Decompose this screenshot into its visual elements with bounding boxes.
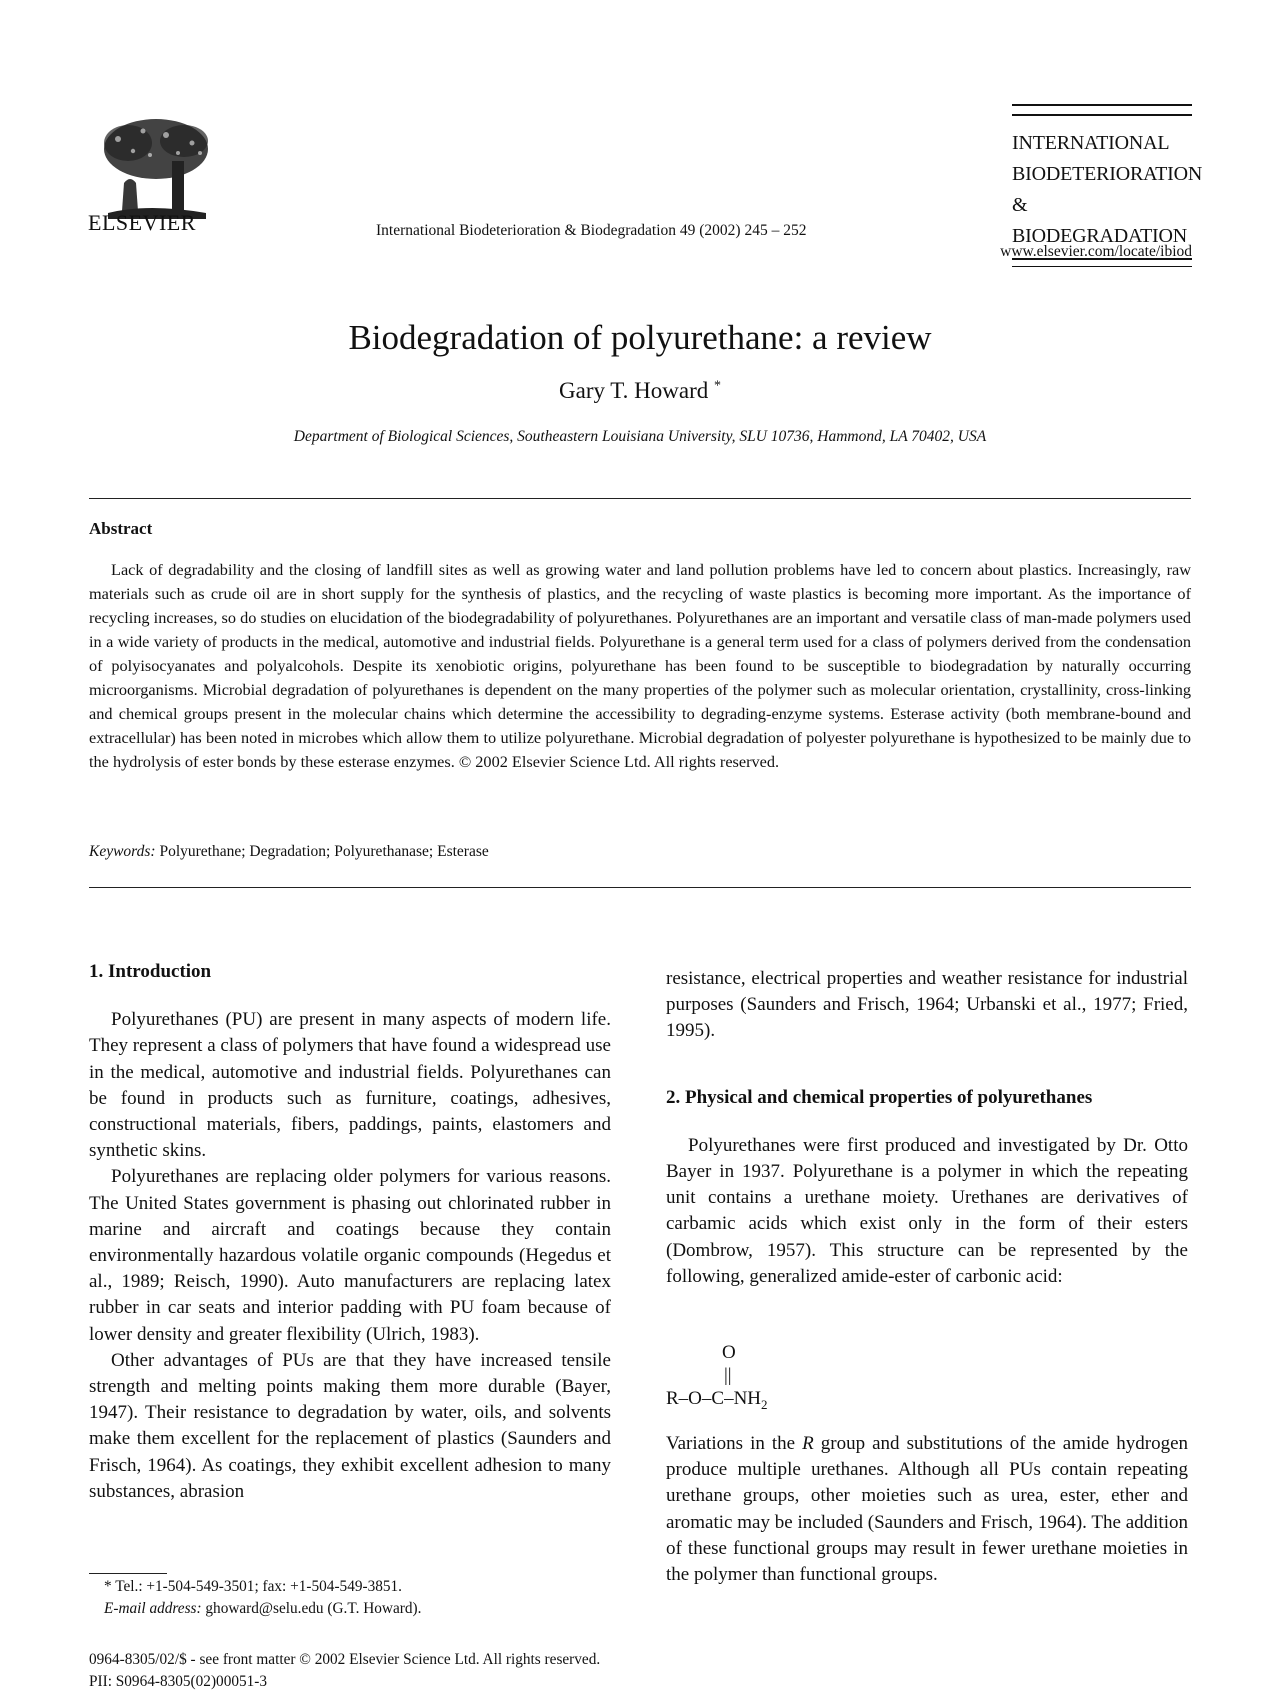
chem-subscript: 2 xyxy=(761,1396,768,1412)
email-label: E-mail address: xyxy=(104,1600,202,1617)
chem-formula-line xyxy=(666,1386,768,1418)
author-line xyxy=(0,378,1280,404)
right-column xyxy=(666,966,1188,1290)
publisher-name: ELSEVIER xyxy=(88,210,196,235)
section-heading-introduction: 1. Introduction xyxy=(89,961,212,982)
journal-title-line-3: BIODEGRADATION xyxy=(1012,225,1187,247)
divider-top xyxy=(89,498,1191,499)
keywords-label: Keywords: xyxy=(89,843,156,860)
keywords-list: Polyurethane; Degradation; Polyurethanase; Esterase xyxy=(159,843,489,860)
text-run-italic: R xyxy=(802,1433,814,1454)
paragraph: Polyurethanes are replacing older polymers for various reasons. The United States government is phasing out chlorinated rubber in marine and aircraft and coatings because they contain environmentally hazardous volatile organic compounds (Hegedus et al., 1989; Reisch, 1990). Auto manufacturers are replacing latex rubber in car seats and interior padding with PU foam because of lower density and greater flexibility (Ulrich, 1983). xyxy=(89,1166,611,1345)
journal-title-line-2: BIODETERIORATION & xyxy=(1012,163,1203,216)
chem-formula: R–O–C–NH xyxy=(666,1388,762,1409)
paragraph: Polyurethanes were first produced and investigated by Dr. Otto Bayer in 1937. Polyurethane is a polymer in which the repeating unit contains a urethane moiety. Urethanes are derivatives of carbamic acids which exist only in the form of their esters (Dombrow, 1957). This structure can be represented by the following, generalized amide-ester of carbonic acid: xyxy=(666,1134,1188,1287)
section-heading-properties: 2. Physical and chemical properties of polyurethanes xyxy=(666,1086,1093,1108)
pii-line: PII: S0964-8305(02)00051-3 xyxy=(89,1673,268,1690)
footnote-email-line xyxy=(104,1598,421,1620)
journal-title-line-1: INTERNATIONAL xyxy=(1012,132,1170,154)
right-column-continued xyxy=(666,1431,1188,1588)
abstract-text: Lack of degradability and the closing of landfill sites as well as growing water and land pollution problems have led to concern about plastics. Increasingly, raw materials such as crude oil are in short supply for the synthesis of plastics, and the recycling of waste plastics is becoming more important. As the importance of recycling increases, so do studies on elucidation of the biodegradability of polyurethanes. Polyurethanes are an important and versatile class of man-made polymers used in a wide variety of products in the medical, automotive and industrial fields. Polyurethane is a general term used for a class of polymers derived from the condensation of polyisocyanates and polyalcohols. Despite its xenobiotic origins, polyurethane has been found to be susceptible to biodegradation by naturally occurring microorganisms. Microbial degradation of polyurethanes is dependent on the many properties of the polymer such as molecular orientation, crystallinity, cross-linking and chemical groups present in the molecular chains which determine the accessibility to degrading-enzyme systems. Esterase activity (both membrane-bound and extracellular) has been noted in microbes which allow them to utilize polyurethane. Microbial degradation of polyester polyurethane is hypothesized to be mainly due to the hydrolysis of ester bonds by these esterase enzymes. © 2002 Elsevier Science Ltd. All rights reserved. xyxy=(89,560,1191,771)
paragraph: resistance, electrical properties and weather resistance for industrial purposes (Saunders and Frisch, 1964; Urbanski et al., 1977; Fried, 1995). xyxy=(666,968,1188,1042)
chemical-structure xyxy=(666,1340,768,1418)
footnote-contact: * Tel.: +1-504-549-3501; fax: +1-504-549-3851. xyxy=(104,1578,402,1595)
text-run: Variations in the xyxy=(666,1433,803,1454)
copyright-line: 0964-8305/02/$ - see front matter © 2002 Elsevier Science Ltd. All rights reserved. xyxy=(89,1651,601,1668)
keywords-line xyxy=(89,843,489,861)
footnote-rule xyxy=(89,1573,167,1574)
masthead-rule-top xyxy=(1012,104,1192,116)
chem-oxygen: O xyxy=(722,1342,736,1363)
article-title: Biodegradation of polyurethane: a review xyxy=(348,318,932,357)
paragraph: Other advantages of PUs are that they have increased tensile strength and melting points making them more durable (Bayer, 1947). Their resistance to degradation by water, oils, and solvents make them excellent for the replacement of plastics (Saunders and Frisch, 1964). As coatings, they exhibit excellent adhesion to many substances, abrasion xyxy=(89,1349,611,1502)
footnote xyxy=(104,1576,421,1620)
text-run: group and substitutions of the amide hydrogen produce multiple urethanes. Although all PUs contain repeating urethane groups, other moieties such as urea, ester, ether and aromatic may be included (Saunders and Frisch, 1964). The addition of these functional groups may result in fewer urethane moieties in the polymer than functional groups. xyxy=(666,1433,1189,1586)
chem-double-bond: || xyxy=(724,1365,732,1386)
abstract-heading: Abstract xyxy=(89,519,153,538)
email-address[interactable]: ghoward@selu.edu (G.T. Howard). xyxy=(201,1600,422,1617)
paragraph xyxy=(666,1431,1188,1588)
author-footnote-mark[interactable]: * xyxy=(714,378,721,394)
paragraph: Polyurethanes (PU) are present in many aspects of modern life. They represent a class of polymers that have found a widespread use in the medical, automotive and industrial fields. Polyurethanes can be found in products such as furniture, coatings, adhesives, constructional materials, fibers, paddings, paints, elastomers and synthetic skins. xyxy=(89,1009,611,1162)
journal-citation: International Biodeterioration & Biodegradation 49 (2002) 245 – 252 xyxy=(376,222,807,239)
bottom-metadata xyxy=(89,1649,600,1693)
divider-bottom xyxy=(89,887,1191,888)
left-column xyxy=(89,959,611,1505)
journal-url[interactable]: www.elsevier.com/locate/ibiod xyxy=(1000,243,1192,260)
affiliation: Department of Biological Sciences, Southeastern Louisiana University, SLU 10736, Hammond, LA 70402, USA xyxy=(293,428,987,445)
author-name: Gary T. Howard xyxy=(559,378,709,403)
